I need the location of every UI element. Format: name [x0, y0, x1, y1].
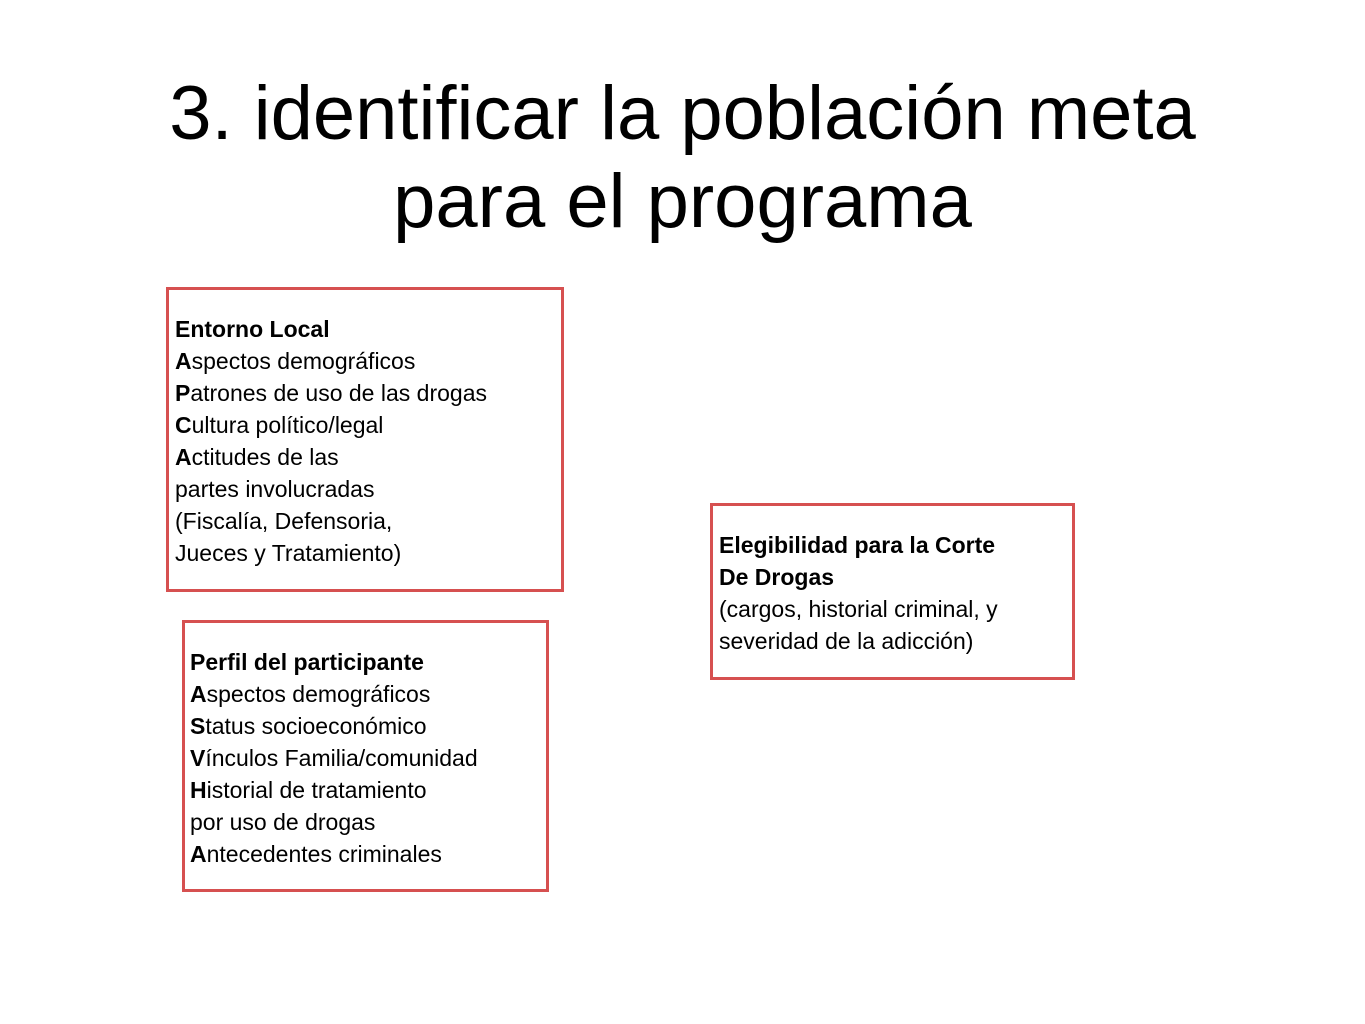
perfil-item-text: istorial de tratamiento [206, 777, 427, 803]
entorno-local-box [166, 287, 564, 592]
perfil-item-initial: V [190, 745, 206, 771]
perfil-item-initial: A [190, 841, 207, 867]
entorno-item-initial: A [175, 348, 192, 374]
perfil-item-status [190, 710, 546, 742]
entorno-item-initial: C [175, 412, 192, 438]
perfil-item-antecedentes [190, 838, 546, 870]
entorno-local-heading: Entorno Local [175, 316, 330, 342]
perfil-item-text: spectos demográficos [206, 681, 431, 707]
slide-title-line-1: 3. identificar la población meta [169, 71, 1196, 156]
perfil-item-demograficos [190, 678, 546, 710]
elegibilidad-body-line-2: severidad de la adicción) [719, 628, 974, 654]
perfil-item-historial [190, 774, 546, 806]
entorno-continuation-line: partes involucradas [175, 476, 375, 502]
perfil-item-vinculos [190, 742, 546, 774]
entorno-item-initial: P [175, 380, 191, 406]
elegibilidad-heading-line-2: De Drogas [719, 564, 835, 590]
entorno-item-cultura [175, 409, 561, 441]
perfil-continuation-line: por uso de drogas [190, 809, 376, 835]
entorno-continuation-line: Jueces y Tratamiento) [175, 540, 402, 566]
slide-title [0, 70, 1365, 246]
entorno-item-patrones [175, 377, 561, 409]
elegibilidad-body-line-1: (cargos, historial criminal, y [719, 596, 998, 622]
slide-title-line-2: para el programa [393, 159, 972, 244]
entorno-item-text: atrones de uso de las drogas [190, 380, 487, 406]
perfil-item-initial: A [190, 681, 207, 707]
entorno-item-text: spectos demográficos [191, 348, 416, 374]
perfil-item-text: ntecedentes criminales [206, 841, 442, 867]
perfil-item-initial: S [190, 713, 206, 739]
entorno-item-demograficos [175, 345, 561, 377]
elegibilidad-box [710, 503, 1075, 680]
entorno-item-text: ctitudes de las [191, 444, 339, 470]
entorno-item-text: ultura político/legal [191, 412, 384, 438]
perfil-participante-box [182, 620, 549, 892]
perfil-item-initial: H [190, 777, 207, 803]
entorno-item-initial: A [175, 444, 192, 470]
elegibilidad-heading-line-1: Elegibilidad para la Corte [719, 532, 996, 558]
perfil-item-text: tatus socioeconómico [205, 713, 427, 739]
perfil-item-text: ínculos Familia/comunidad [205, 745, 478, 771]
entorno-continuation-line: (Fiscalía, Defensoria, [175, 508, 393, 534]
perfil-participante-heading: Perfil del participante [190, 649, 424, 675]
entorno-item-actitudes [175, 441, 561, 473]
